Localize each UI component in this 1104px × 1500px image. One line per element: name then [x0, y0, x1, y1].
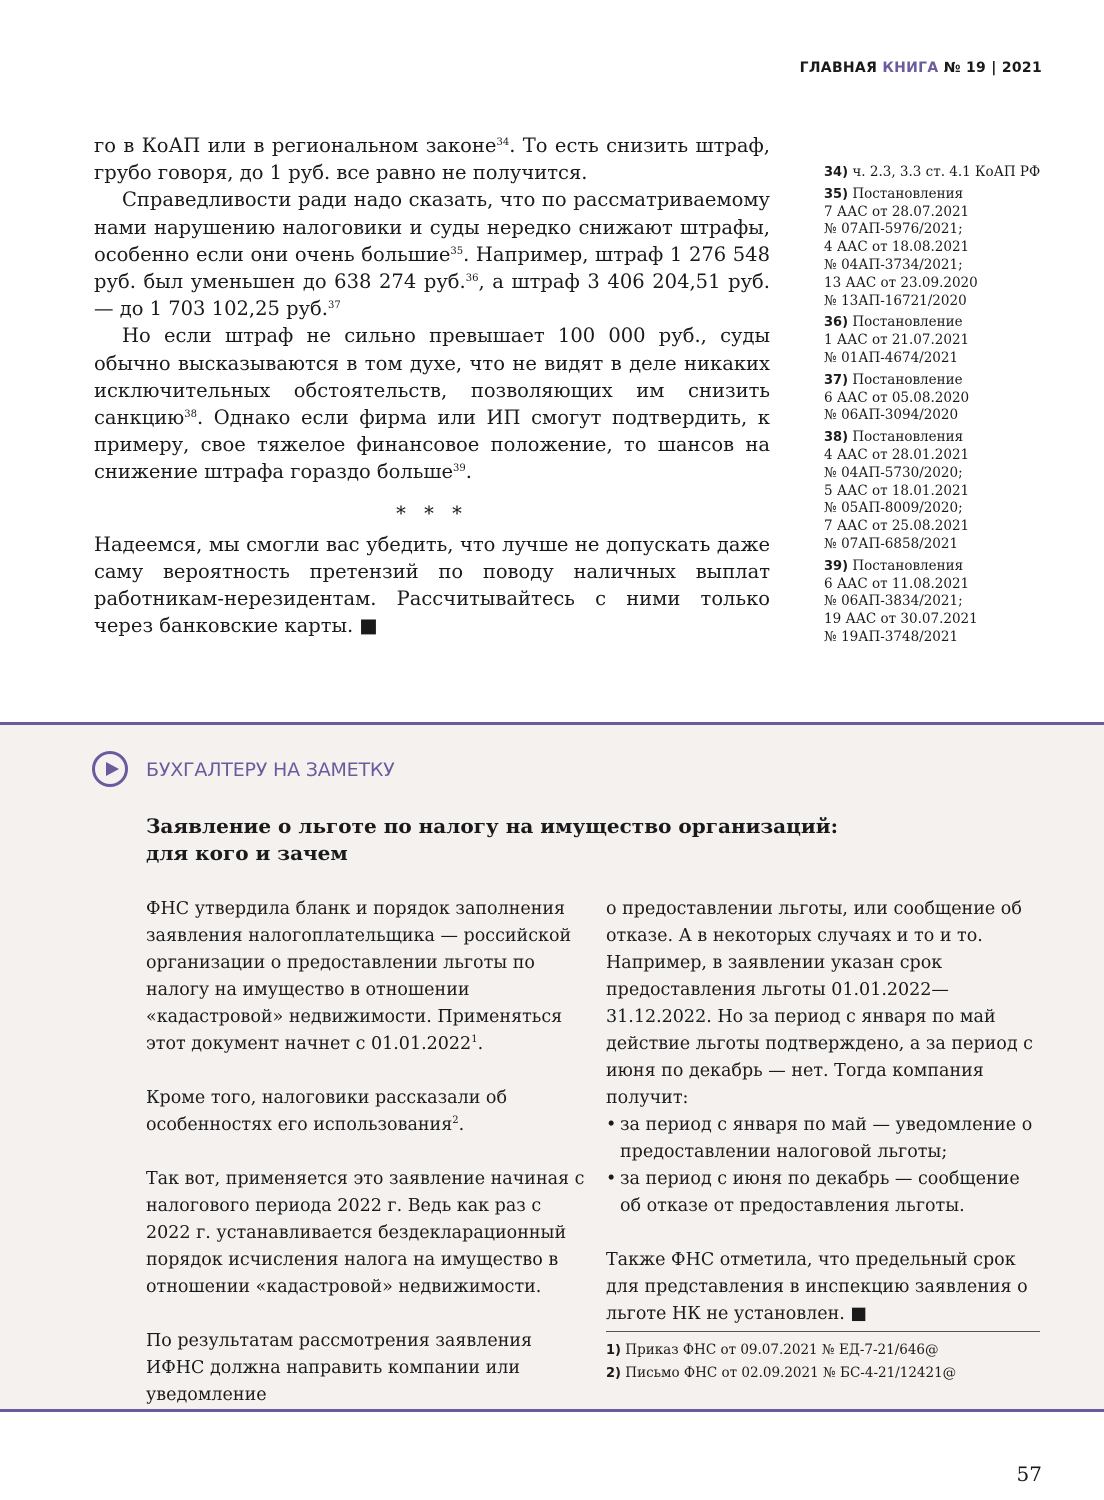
side-note-39: 39) Постановления 6 ААС от 11.08.2021 № 06АП-3834/2021; 19 ААС от 30.07.2021 № 19АП-3748/2021 — [824, 557, 978, 645]
footnote-divider — [606, 1331, 1040, 1332]
box-footnotes — [606, 1339, 1046, 1385]
footnote-ref: 39 — [453, 463, 466, 475]
box-paragraph: ФНС утвердила бланк и порядок заполнения заявления налогоплательщика — российской организации о предоставлении льготы по налогу на имущество в отношении «кадастровой» недвижимости. Применяться этот документ начнет с 01.01.2022$^1$. — [146, 899, 572, 1054]
paragraph-1: го в КоАП или в региональном законе$^{34}$. То есть снизить штраф, грубо говоря, до 1 руб. все равно не получится. — [94, 134, 771, 185]
article-body — [94, 132, 770, 640]
box-title: Заявление о льготе по налогу на имущество организаций: для кого и зачем — [146, 814, 838, 865]
side-note-36: 36) Постановление 1 ААС от 21.07.2021 № 01АП-4674/2021 — [824, 314, 970, 366]
box-paragraph: Кроме того, налоговики рассказали об особенностях его использования$^2$. — [146, 1088, 507, 1135]
footnote-ref: 35 — [450, 245, 464, 257]
box-column-left — [146, 896, 586, 1409]
box-label: БУХГАЛТЕРУ НА ЗАМЕТКУ — [146, 759, 395, 781]
page-number: 57 — [1016, 1462, 1042, 1486]
box-paragraph: Также ФНС отметила, что предельный срок для представления в инспекцию заявления о льготе НК не установлен. ■ — [606, 1250, 1028, 1324]
footnote-ref: 2 — [452, 1115, 459, 1126]
footnote-ref: 34 — [496, 137, 510, 148]
footnote-ref: 37 — [328, 300, 341, 312]
side-note-37: 37) Постановление 6 ААС от 05.08.2020 № 06АП-3094/2020 — [824, 371, 970, 424]
paragraph-3: Но если штраф не сильно превышает 100 000 руб., суды обычно высказываются в том духе, что не видят в деле никаких исключительных обстоятельств, позволяющих им снизить санкцию$^{38}$. Однако если фирма или ИП смогут подтвердить, к примеру, свое тяжелое финансовое положение, то шансов на снижение штрафа гораздо больше$^{39}$. — [94, 324, 770, 484]
footnote-ref: 36 — [465, 273, 479, 285]
box-footnote-1: 1) Приказ ФНС от 09.07.2021 № ЕД-7-21/646@ — [606, 1342, 939, 1358]
box-column-right — [606, 896, 1046, 1328]
list-item: • за период с января по май — уведомление о предоставлении налоговой льготы; — [606, 1112, 1046, 1166]
issue-number: № 19 | 2021 — [943, 60, 1042, 76]
brand-word-1: ГЛАВНАЯ — [799, 60, 878, 76]
paragraph-4: Надеемся, мы смогли вас убедить, что лучше не допускать даже саму вероятность претензий по поводу наличных выплат работникам-нерезидентам. Рассчитывайтесь с ними только через банковские карты. ■ — [94, 532, 770, 638]
side-note-35: 35) Постановления 7 ААС от 28.07.2021 № 07АП-5976/2021; 4 ААС от 18.08.2021 № 04АП-3734/2021; 13 ААС от 23.09.2020 № 13АП-16721/2020 — [824, 185, 978, 309]
paragraph-2: Справедливости ради надо сказать, что по рассматриваемому нами нарушению налоговики и суды нередко снижают штрафы, особенно если они очень большие$^{35}$. Например, штраф 1 276 548 руб. был уменьшен до 638 274 руб.$^{36}$, а штраф 3 406 204,51 руб. — до 1 703 102,25 руб.$^{37}$ — [94, 188, 770, 321]
brand-word-2: КНИГА — [882, 60, 939, 76]
section-separator: * * * — [396, 501, 468, 525]
footnote-ref: 1 — [471, 1034, 478, 1045]
accountant-note-box — [0, 722, 1104, 1412]
list-item: • за период с июня по декабрь — сообщение об отказе от предоставления льготы. — [606, 1166, 1046, 1220]
box-paragraph: Так вот, применяется это заявление начиная с налогового периода 2022 г. Ведь как раз с 2022 г. устанавливается бездекларационный порядок исчисления налога на имущество в отношении «кадастровой» недвижимости. — [146, 1169, 585, 1297]
footnote-ref: 38 — [184, 409, 197, 421]
running-header — [800, 60, 1042, 76]
box-footnote-2: 2) Письмо ФНС от 02.09.2021 № БС-4-21/12421@ — [606, 1365, 957, 1381]
side-footnotes — [824, 164, 1064, 651]
side-note-34: 34) ч. 2.3, 3.3 ст. 4.1 КоАП РФ — [824, 164, 1041, 180]
box-paragraph: о предоставлении льготы, или сообщение об отказе. А в некоторых случаях и то и то. Например, в заявлении указан срок предоставления льготы 01.01.2022—31.12.2022. Но за период с января по май действие льготы подтверждено, а за период с июня по декабрь — нет. Тогда компания получит: — [606, 899, 1033, 1108]
play-icon — [92, 751, 128, 787]
side-note-38: 38) Постановления 4 ААС от 28.01.2021 № 04АП-5730/2020; 5 ААС от 18.01.2021 № 05АП-8009/2020; 7 ААС от 25.08.2021 № 07АП-6858/2021 — [824, 429, 970, 552]
box-paragraph: По результатам рассмотрения заявления ИФНС должна направить компании или уведомление — [146, 1331, 533, 1405]
